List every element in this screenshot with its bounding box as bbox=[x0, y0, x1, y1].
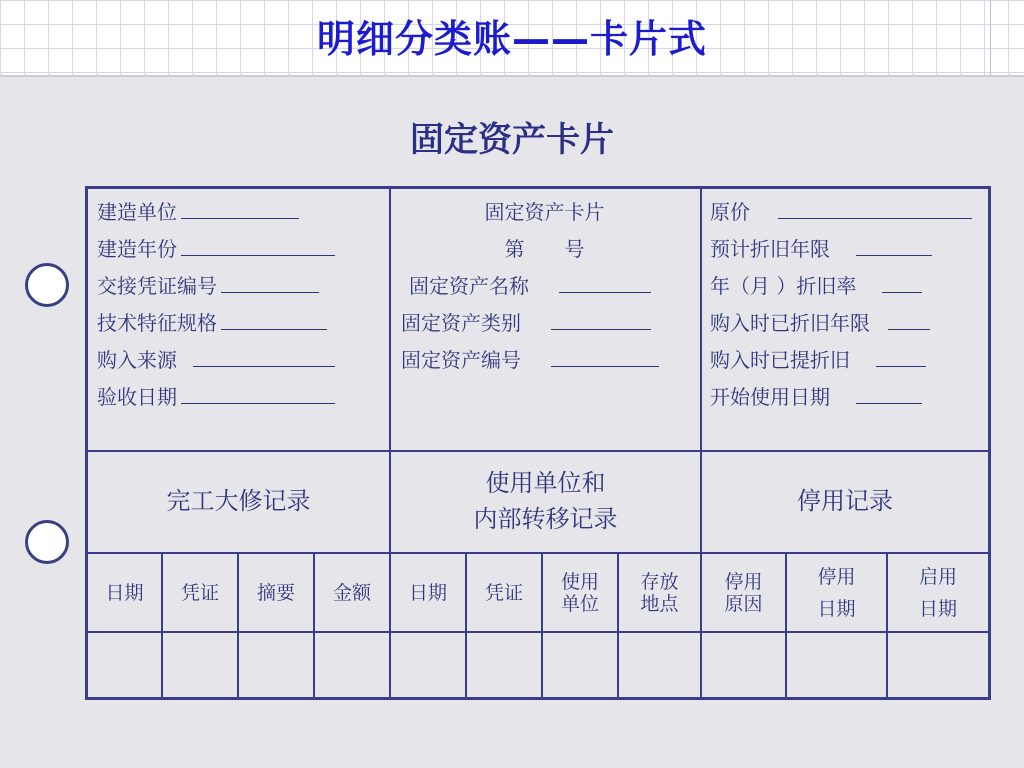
blank-line[interactable] bbox=[193, 342, 335, 367]
card-subtitle: 固定资产卡片 bbox=[410, 120, 614, 160]
repair-record-header bbox=[88, 451, 389, 552]
field-label: 验收日期 bbox=[97, 385, 177, 409]
page-title: 明细分类账——卡片式 bbox=[316, 17, 707, 61]
stop-record-header bbox=[702, 451, 988, 552]
column-header-user-unit bbox=[543, 554, 617, 631]
blank-line[interactable] bbox=[221, 305, 327, 330]
column-header-date bbox=[88, 554, 161, 631]
right-field-block bbox=[710, 194, 972, 416]
usage-record-label-line2: 内部转移记录 bbox=[473, 505, 618, 533]
blank-line[interactable] bbox=[856, 379, 922, 404]
field-label: 交接凭证编号 bbox=[97, 274, 217, 298]
field-label: 原价 bbox=[710, 200, 750, 224]
blank-line[interactable] bbox=[888, 305, 930, 330]
header-divider bbox=[0, 75, 1024, 77]
middle-field-block bbox=[391, 194, 698, 379]
field-label: 建造年份 bbox=[97, 237, 177, 261]
column-label: 金额 bbox=[332, 581, 371, 604]
blank-line[interactable] bbox=[551, 305, 651, 330]
column-label: 使用 bbox=[560, 570, 599, 593]
column-label: 单位 bbox=[560, 592, 599, 615]
blank-line[interactable] bbox=[559, 268, 651, 293]
blank-line[interactable] bbox=[551, 342, 659, 367]
column-label: 地点 bbox=[640, 592, 679, 615]
blank-line[interactable] bbox=[876, 342, 926, 367]
column-label: 日期 bbox=[408, 581, 447, 604]
blank-line[interactable] bbox=[181, 379, 335, 404]
usage-record-header bbox=[391, 465, 700, 537]
repair-record-label: 完工大修记录 bbox=[166, 487, 311, 515]
divider bbox=[88, 631, 988, 633]
blank-line[interactable] bbox=[882, 268, 922, 293]
blank-line[interactable] bbox=[778, 194, 972, 219]
card-number-label: 第 号 bbox=[504, 237, 585, 261]
middle-card-title: 固定资产卡片 bbox=[484, 200, 605, 224]
binder-hole-top-icon bbox=[25, 263, 69, 307]
column-label: 日期 bbox=[817, 597, 856, 620]
field-label: 购入时已折旧年限 bbox=[710, 311, 870, 335]
field-label: 购入时已提折旧 bbox=[710, 348, 850, 372]
blank-line[interactable] bbox=[856, 231, 932, 256]
left-field-block bbox=[97, 194, 335, 416]
column-header-resume-date bbox=[888, 554, 988, 631]
column-header-stop-reason bbox=[702, 554, 785, 631]
column-label: 原因 bbox=[724, 592, 763, 615]
column-header-stop-date bbox=[787, 554, 886, 631]
column-label: 日期 bbox=[105, 581, 144, 604]
field-label: 固定资产编号 bbox=[401, 348, 521, 372]
column-header-voucher bbox=[467, 554, 541, 631]
column-label: 凭证 bbox=[484, 581, 523, 604]
stop-record-label: 停用记录 bbox=[797, 487, 893, 515]
field-label: 技术特征规格 bbox=[97, 311, 217, 335]
field-label: 固定资产名称 bbox=[409, 274, 529, 298]
blank-line[interactable] bbox=[181, 231, 335, 256]
column-label: 启用 bbox=[918, 565, 957, 588]
column-label: 凭证 bbox=[180, 581, 219, 604]
column-label: 日期 bbox=[918, 597, 957, 620]
column-label: 存放 bbox=[640, 570, 679, 593]
field-label: 开始使用日期 bbox=[710, 385, 830, 409]
field-label: 购入来源 bbox=[97, 348, 177, 372]
column-header-amount bbox=[315, 554, 389, 631]
field-label: 建造单位 bbox=[97, 200, 177, 224]
column-label: 停用 bbox=[724, 570, 763, 593]
field-label: 固定资产类别 bbox=[401, 311, 521, 335]
usage-record-label-line1: 使用单位和 bbox=[485, 469, 606, 497]
blank-line[interactable] bbox=[221, 268, 319, 293]
blank-line[interactable] bbox=[181, 194, 299, 219]
column-header-voucher bbox=[163, 554, 237, 631]
column-header-summary bbox=[239, 554, 313, 631]
column-header-location bbox=[619, 554, 700, 631]
binder-hole-bottom-icon bbox=[25, 520, 69, 564]
column-header-date bbox=[391, 554, 465, 631]
column-label: 摘要 bbox=[256, 581, 295, 604]
field-label: 预计折旧年限 bbox=[710, 237, 830, 261]
column-label: 停用 bbox=[817, 565, 856, 588]
field-label: 年（月 ）折旧率 bbox=[710, 274, 857, 298]
asset-card bbox=[85, 186, 991, 700]
